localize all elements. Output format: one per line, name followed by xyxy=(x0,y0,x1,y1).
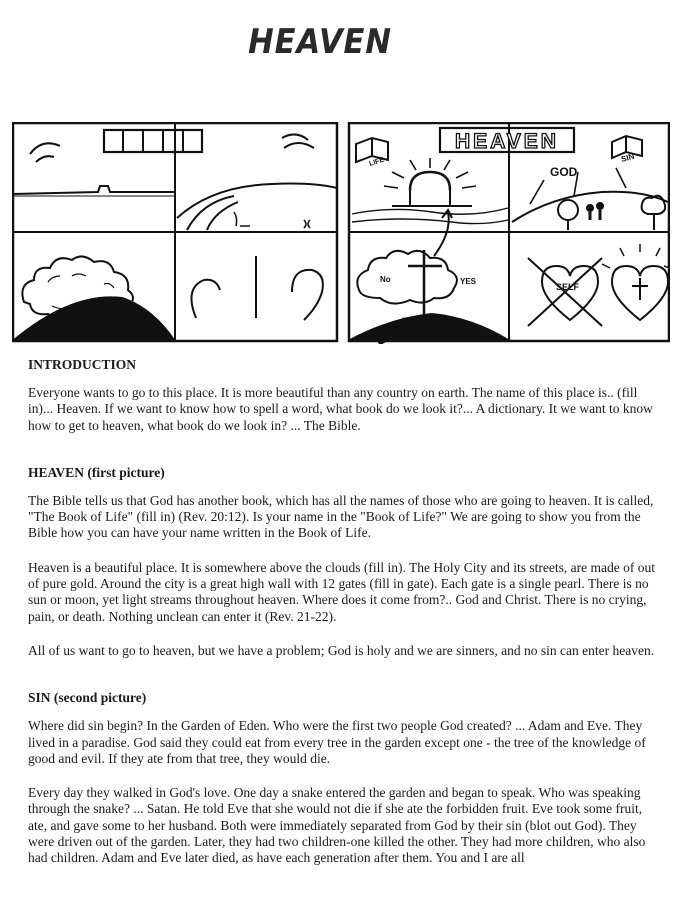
blank-panel xyxy=(13,123,337,341)
no-label: No xyxy=(380,275,391,284)
section-heading: HEAVEN (first picture) xyxy=(28,464,165,480)
life-label: LIFE xyxy=(368,156,386,168)
paragraph: Every day they walked in God's love. One day a snake entered the garden and began to speak. Who was speaking through the snake? ... Satan. He told Eve that she would not die if she ate the forbidden fruit. Eve took some fruit, ate, and gave some to her husband. Both were immediately separated from God by their sin (blot out God). They were driven out of the garden. Later, they had two children-one killed the other. They had more children, who also had children. Adam and Eve later died, as have each generation after them. You and I are all xyxy=(28,785,646,866)
body-text xyxy=(28,356,658,885)
page-title: HEAVEN xyxy=(248,22,392,62)
panel-heading: HEAVEN xyxy=(455,130,559,153)
section-heading: SIN (second picture) xyxy=(28,690,147,706)
illustration-panels xyxy=(12,122,670,344)
section-heading: INTRODUCTION xyxy=(28,357,137,372)
paragraph: The Bible tells us that God has another book, which has all the names of those who are going to heaven. It is called, "The Book of Life" (fill in) (Rev. 20:12). Is your name in the "Book of Life?" We are going to show you from the Bible how you can have your name written in the Book of Life. xyxy=(28,492,654,541)
paragraph: Everyone wants to go to this place. It is more beautiful than any country on earth. The name of this place is.. (fill in)... Heaven. If we want to know how to spell a word, what book do we look it?... A dictionary. It we want to know how to get to heaven, what book do we look in? ... The Bible. xyxy=(28,385,653,433)
self-label: SELF xyxy=(556,282,580,292)
god-label: GOD xyxy=(550,165,578,179)
paragraph: All of us want to go to heaven, but we have a problem; God is holy and we are sinners, and no sin can enter heaven. xyxy=(28,642,655,658)
yes-label: YES xyxy=(460,277,477,286)
sin-label: SIN xyxy=(620,151,636,164)
paragraph: Heaven is a beautiful place. It is somewhere above the clouds (fill in). The Holy City and its streets, are made of out of pure gold. Around the city is a great high wall with 12 gates (fill in gate). Each gate is a single pearl. There is no sun or moon, yet light streams throughout heaven. Where does it come from?.. God and Christ. There is no crying, pain, or death. Nothing unclean can enter it (Rev. 21-22). xyxy=(28,559,655,624)
paragraph: Where did sin begin? In the Garden of Eden. Who were the first two people God created? ... Adam and Eve. They lived in a paradise. God said they could eat from every tree in the garden except one - the tree of the knowledge of good and evil. If they ate from that tree, they would die. xyxy=(28,718,646,766)
